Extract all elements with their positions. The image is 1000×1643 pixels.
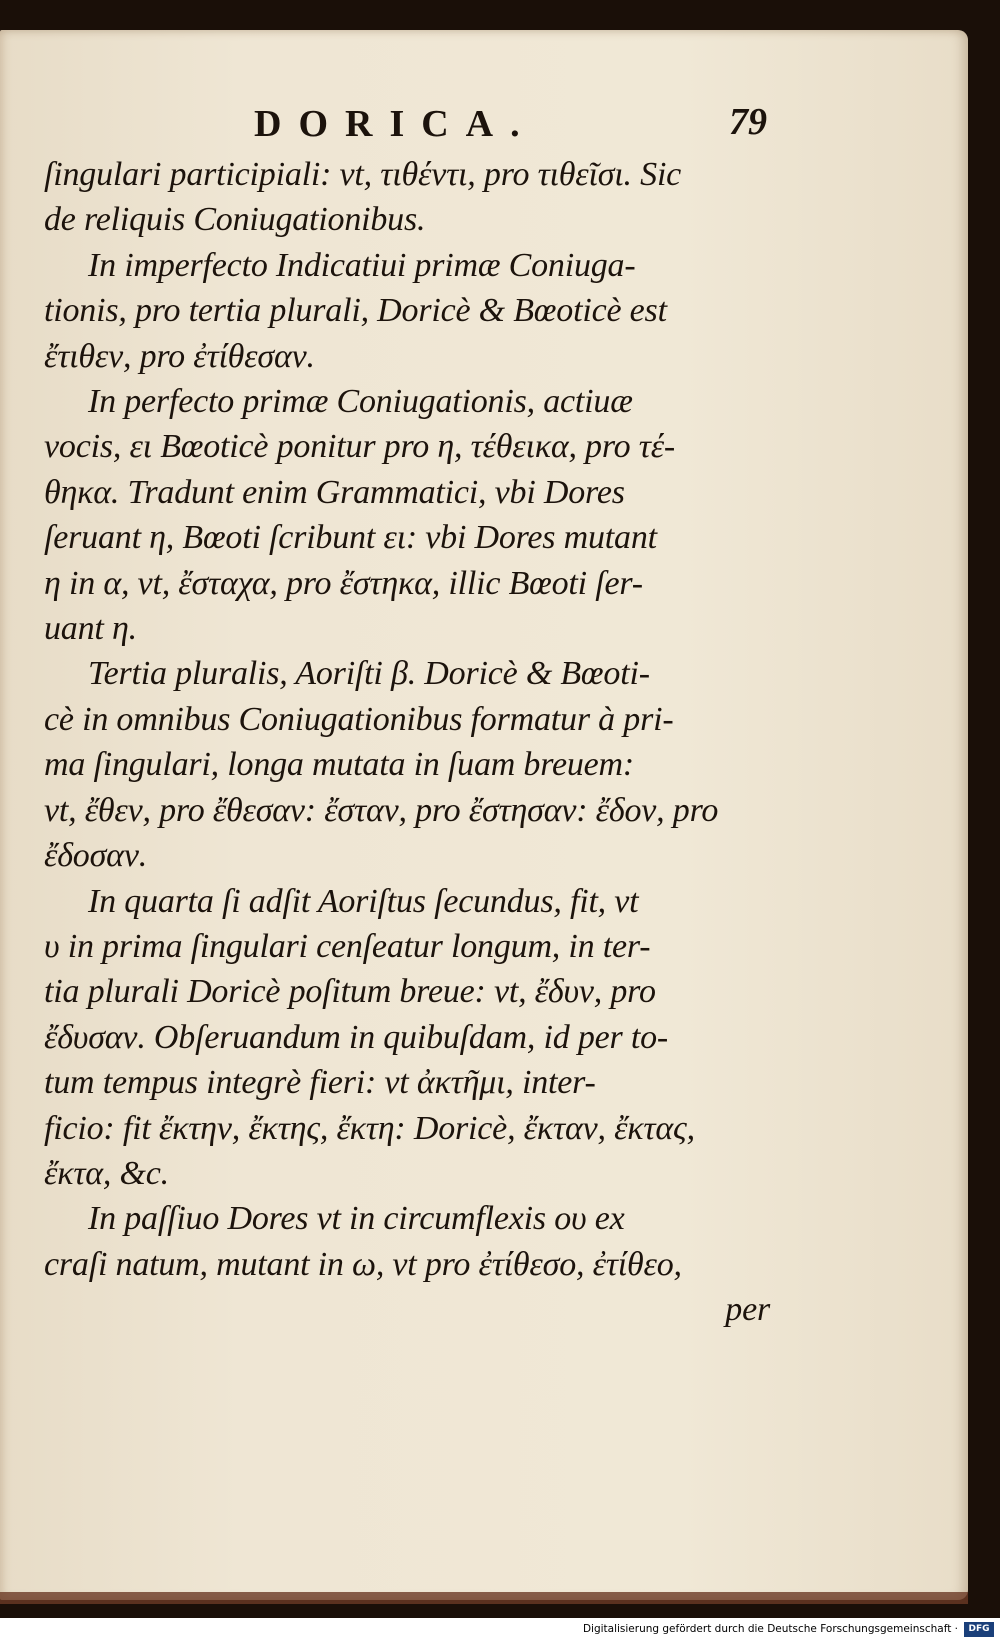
running-title: DORICA. — [254, 103, 537, 145]
text-line: In imperfecto Indicatiui primæ Coniuga- — [88, 246, 636, 284]
text-line: ἔκτα, &c. — [44, 1154, 169, 1192]
page-header — [44, 100, 774, 152]
text-line: ficio: fit ἔκτην, ἔκτης, ἔκτη: Doricè, ἔκταν, ἔκτας, — [44, 1109, 695, 1147]
funding-credit: Digitalisierung gefördert durch die Deutsche Forschungsgemeinschaft · — [582, 1623, 958, 1635]
page-number: 79 — [729, 101, 767, 143]
footer-bar — [0, 1618, 1000, 1643]
text-line: vt, ἔθεν, pro ἔθεσαν: ἔσταν, pro ἔστησαν: ἔδον, pro — [44, 791, 719, 829]
book-page — [0, 30, 968, 1600]
text-line: υ in prima ſingulari cenſeatur longum, in ter- — [44, 927, 651, 965]
text-line: η in α, vt, ἔσταχα, pro ἔστηκα, illic Bœoti ſer- — [44, 564, 643, 602]
text-line: vocis, ει Bœoticè ponitur pro η, τέθεικα, pro τέ- — [44, 428, 676, 466]
text-line: de reliquis Coniugationibus. — [44, 201, 426, 239]
text-line: tionis, pro tertia plurali, Doricè & Bœoticè est — [44, 292, 667, 330]
text-line: θηκα. Tradunt enim Grammatici, vbi Dores — [44, 473, 625, 511]
text-line: ma ſingulari, longa mutata in ſuam breuem: — [44, 746, 635, 784]
text-line: ἔδοσαν. — [44, 837, 148, 875]
catchword: per — [725, 1291, 770, 1329]
page-text-block — [44, 100, 774, 1333]
text-line: cè in omnibus Coniugationibus formatur à pri- — [44, 700, 674, 738]
body-text — [44, 152, 774, 1333]
text-line: tum tempus integrè fieri: vt ἀκτῆμι, inter- — [44, 1064, 596, 1102]
book-edge — [0, 1592, 968, 1604]
dfg-logo: DFG — [964, 1622, 994, 1637]
text-line: Tertia pluralis, Aoriſti β. Doricè & Bœoti- — [88, 655, 650, 693]
text-line: ſingulari participiali: vt, τιθέντι, pro τιθεῖσι. Sic — [44, 156, 682, 193]
text-line: In quarta ſi adſit Aoriſtus ſecundus, fit, vt — [88, 882, 639, 920]
text-line: In perfecto primæ Coniugationis, actiuæ — [88, 383, 633, 421]
text-line: In paſſiuo Dores vt in circumflexis ου ex — [88, 1200, 625, 1238]
text-line: uant η. — [44, 610, 137, 648]
text-line: ἔτιθεν, pro ἐτίθεσαν. — [44, 337, 315, 375]
text-line: craſi natum, mutant in ω, vt pro ἐτίθεσο, ἐτίθεο, — [44, 1245, 682, 1283]
text-line: tia plurali Doricè poſitum breue: vt, ἔδυν, pro — [44, 973, 656, 1011]
text-line: ἔδυσαν. Obſeruandum in quibuſdam, id per to- — [44, 1018, 669, 1056]
text-line: ſeruant η, Bœoti ſcribunt ει: vbi Dores mutant — [44, 519, 657, 557]
